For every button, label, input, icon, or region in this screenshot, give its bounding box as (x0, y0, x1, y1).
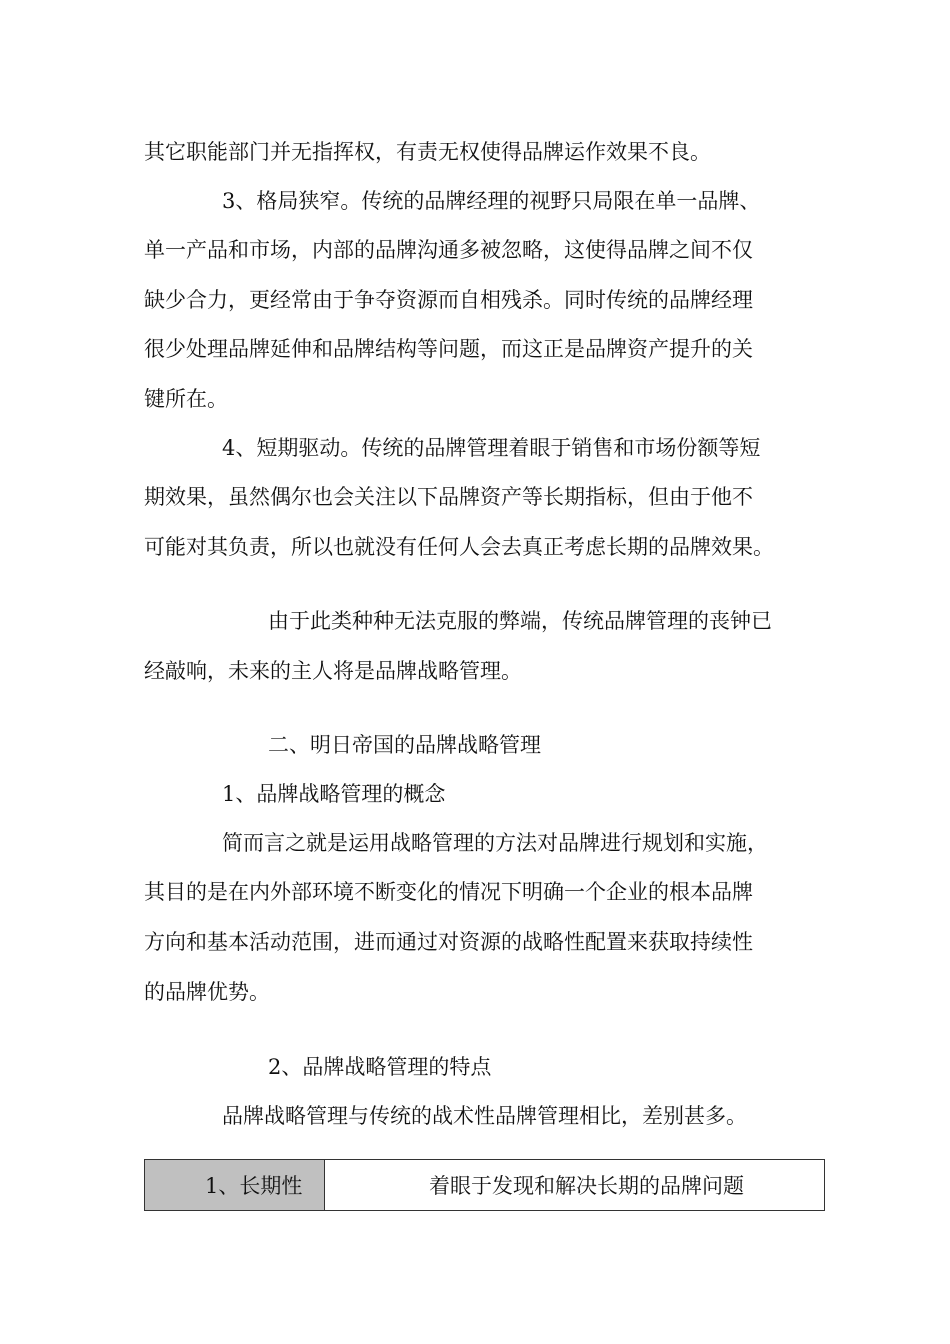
subsection-heading: 2、品牌战略管理的特点 (268, 1055, 492, 1079)
paragraph-line: 经敲响，未来的主人将是品牌战略管理。 (144, 659, 522, 683)
section-heading: 二、明日帝国的品牌战略管理 (268, 733, 541, 757)
paragraph-line: 其它职能部门并无指挥权，有责无权使得品牌运作效果不良。 (144, 140, 711, 164)
paragraph-line: 键所在。 (144, 387, 228, 411)
feature-description-cell: 着眼于发现和解决长期的品牌问题 (325, 1160, 825, 1211)
paragraph-line: 很少处理品牌延伸和品牌结构等问题，而这正是品牌资产提升的关 (144, 337, 753, 361)
paragraph-line: 方向和基本活动范围，进而通过对资源的战略性配置来获取持续性 (144, 930, 753, 954)
paragraph-line: 缺少合力，更经常由于争夺资源而自相残杀。同时传统的品牌经理 (144, 288, 753, 312)
paragraph-line: 其目的是在内外部环境不断变化的情况下明确一个企业的根本品牌 (144, 880, 753, 904)
features-table (144, 1159, 825, 1211)
paragraph-line: 3、格局狭窄。传统的品牌经理的视野只局限在单一品牌、 (222, 189, 761, 213)
paragraph-line: 简而言之就是运用战略管理的方法对品牌进行规划和实施， (222, 831, 768, 855)
subsection-heading: 1、品牌战略管理的概念 (222, 782, 446, 806)
table-row (145, 1160, 825, 1211)
paragraph-line: 期效果，虽然偶尔也会关注以下品牌资产等长期指标，但由于他不 (144, 485, 753, 509)
feature-name-cell: 1、长期性 (145, 1160, 325, 1211)
paragraph-line: 由于此类种种无法克服的弊端，传统品牌管理的丧钟已 (268, 609, 772, 633)
paragraph-line: 的品牌优势。 (144, 980, 270, 1004)
paragraph-line: 单一产品和市场，内部的品牌沟通多被忽略，这使得品牌之间不仅 (144, 238, 753, 262)
paragraph-line: 4、短期驱动。传统的品牌管理着眼于销售和市场份额等短 (222, 436, 761, 460)
paragraph-line: 品牌战略管理与传统的战术性品牌管理相比，差别甚多。 (222, 1104, 747, 1128)
paragraph-line: 可能对其负责，所以也就没有任何人会去真正考虑长期的品牌效果。 (144, 535, 774, 559)
